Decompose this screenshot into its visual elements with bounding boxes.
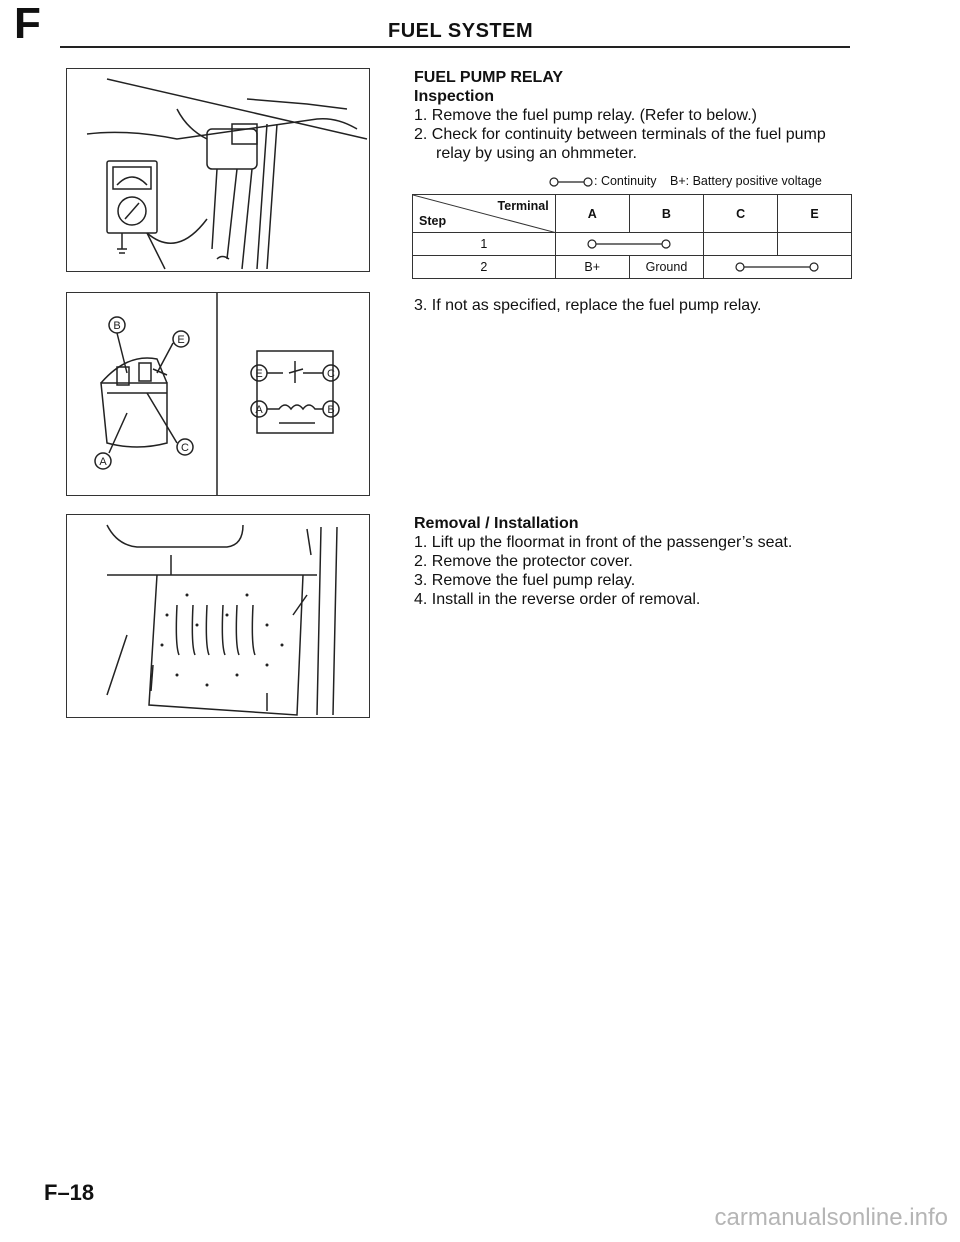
circuit-label-a: A: [255, 404, 263, 416]
table-row: [413, 233, 852, 256]
inspection-step-3: 3. If not as specified, replace the fuel pump relay.: [414, 297, 762, 314]
header-col-e: E: [778, 195, 852, 233]
row1-col-c: [704, 233, 778, 256]
header-col-c: C: [704, 195, 778, 233]
header-divider: [60, 46, 850, 48]
header-terminal: Terminal: [497, 199, 549, 213]
circuit-label-c: C: [327, 368, 335, 380]
relay-label-c: C: [181, 442, 189, 454]
row1-col-e: [778, 233, 852, 256]
removal-heading: Removal / Installation: [414, 515, 579, 532]
table-row: [413, 256, 852, 279]
section-letter: F: [14, 0, 41, 48]
row2-continuity-ce: [704, 256, 852, 279]
subsection-heading: Inspection: [414, 88, 495, 105]
removal-step-3: 3. Remove the fuel pump relay.: [414, 572, 636, 589]
continuity-table: [412, 194, 852, 279]
circuit-label-b: B: [327, 404, 335, 416]
header-col-b: B: [629, 195, 703, 233]
page-code: F–18: [44, 1180, 95, 1205]
row2-step: 2: [413, 256, 556, 279]
relay-terminal-figure: [66, 292, 370, 496]
table-legend: [548, 174, 854, 188]
watermark: [0, 1204, 960, 1232]
row2-col-a: B+: [555, 256, 629, 279]
removal-step-1: 1. Lift up the floormat in front of the passenger’s seat.: [414, 534, 793, 551]
row2-col-b: Ground: [629, 256, 703, 279]
removal-step-4: 4. Install in the reverse order of removal.: [414, 591, 701, 608]
circuit-label-e: E: [255, 368, 263, 380]
continuity-symbol-icon: [548, 176, 594, 188]
header-step: Step: [419, 214, 447, 228]
relay-label-a: A: [99, 456, 107, 468]
header-col-a: A: [555, 195, 629, 233]
protector-cover-figure: [66, 514, 370, 718]
ohmmeter-figure: [66, 68, 370, 272]
row1-continuity-ab: [555, 233, 703, 256]
legend-continuity: : Continuity: [594, 174, 657, 188]
inspection-step-1: 1. Remove the fuel pump relay. (Refer to below.): [414, 107, 757, 124]
legend-battery: B+: Battery positive voltage: [670, 174, 822, 188]
inspection-section: [414, 68, 854, 163]
continuity-symbol-icon: [556, 233, 704, 255]
watermark-text: carmanualsonline.info: [714, 1204, 948, 1231]
page-title: FUEL SYSTEM: [388, 20, 534, 42]
relay-label-b: B: [113, 320, 121, 332]
removal-section: [414, 514, 854, 609]
continuity-symbol-icon: [704, 256, 852, 278]
section-heading: FUEL PUMP RELAY: [414, 69, 564, 86]
removal-step-2: 2. Remove the protector cover.: [414, 553, 633, 570]
table-corner-cell: [413, 195, 556, 233]
inspection-step-2: 2. Check for continuity between terminals of the fuel pump: [414, 126, 826, 143]
row1-step: 1: [413, 233, 556, 256]
inspection-step-2-cont: relay by using an ohmmeter.: [436, 145, 637, 162]
relay-label-e: E: [177, 334, 185, 346]
